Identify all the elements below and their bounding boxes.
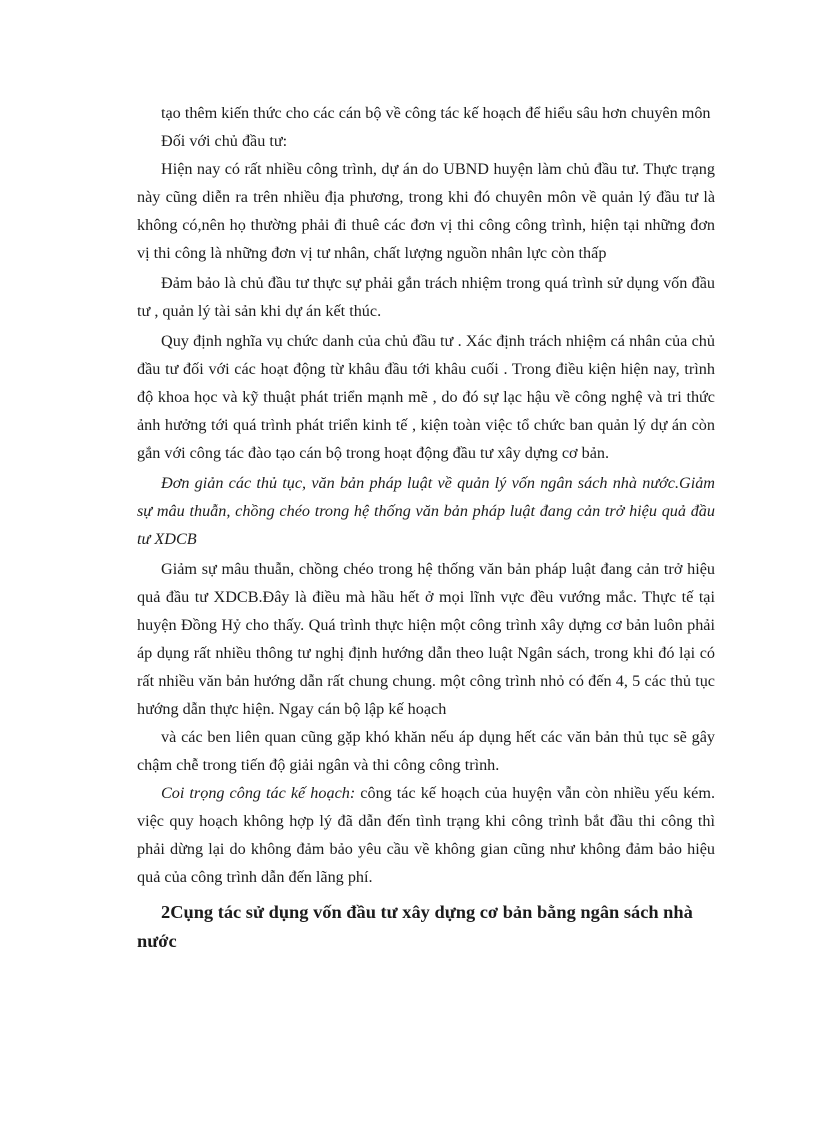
document-page: [137, 99, 715, 956]
paragraph-9-lead: Coi trọng công tác kế hoạch:: [161, 784, 356, 802]
paragraph-8: và các ben liên quan cũng gặp khó khăn nếu áp dụng hết các văn bản thủ tục sẽ gây chậm chễ trong tiến độ giải ngân và thi công công trình.: [137, 728, 715, 774]
paragraph-9-rest: công tác kế hoạch của huyện vẫn còn nhiều yếu kém. việc quy hoạch không hợp lý đã dẫn đến tình trạng khi công trình bắt đầu thi công thì phải dừng lại do không đảm bảo yêu cầu về không gian cũng như không đảm bảo hiệu quả của công trình dẫn đến lãng phí.: [137, 784, 715, 886]
paragraph-3: Hiện nay có rất nhiều công trình, dự án do UBND huyện làm chủ đầu tư. Thực trạng này cũng diễn ra trên nhiều địa phương, trong khi đó chuyên môn về quản lý đầu tư là không có,nên họ thường phải đi thuê các đơn vị thi công công trình, hiện tại những đơn vị thi công là những đơn vị tư nhân, chất lượng nguồn nhân lực còn thấp: [137, 160, 715, 262]
section-heading: 2Cụng tác sử dụng vốn đầu tư xây dựng cơ bản bằng ngân sách nhà nước: [137, 902, 693, 951]
paragraph-4: Đảm bảo là chủ đầu tư thực sự phải gắn trách nhiệm trong quá trình sử dụng vốn đầu tư , quản lý tài sản khi dự án kết thúc.: [137, 274, 715, 320]
paragraph-7: Giảm sự mâu thuẫn, chồng chéo trong hệ thống văn bản pháp luật đang cản trở hiệu quả đầu tư XDCB.Đây là điều mà hầu hết ở mọi lĩnh vực đều vướng mắc. Thực tế tại huyện Đồng Hỷ cho thấy. Quá trình thực hiện một công trình xây dựng cơ bản luôn phải áp dụng rất nhiều thông tư nghị định hướng dẫn theo luật Ngân sách, trong khi đó lại có rất nhiều văn bản hướng dẫn rất chung chung. một công trình nhỏ có đến 4, 5 các thủ tục hướng dẫn thực hiện. Ngay cán bộ lập kế hoạch: [137, 560, 715, 718]
paragraph-6-italic: Đơn giản các thủ tục, văn bản pháp luật về quản lý vốn ngân sách nhà nước.Giảm sự mâu thuẫn, chồng chéo trong hệ thống văn bản pháp luật đang cản trở hiệu quả đầu tư XDCB: [137, 474, 715, 548]
paragraph-5: Quy định nghĩa vụ chức danh của chủ đầu tư . Xác định trách nhiệm cá nhân của chủ đầu tư đối với các hoạt động từ khâu đầu tới khâu cuối . Trong điều kiện hiện nay, trình độ khoa học và kỹ thuật phát triển mạnh mẽ , do đó sự lạc hậu về công nghệ và tri thức ảnh hưởng tới quá trình phát triển kinh tế , kiện toàn việc tổ chức ban quản lý dự án còn gắn với công tác đào tạo cán bộ trong hoạt động đầu tư xây dựng cơ bản.: [137, 332, 715, 462]
paragraph-9: [137, 779, 715, 891]
paragraph-2: Đối với chủ đầu tư:: [161, 132, 288, 150]
paragraph-1: tạo thêm kiến thức cho các cán bộ về công tác kế hoạch để hiểu sâu hơn chuyên môn: [161, 104, 711, 122]
